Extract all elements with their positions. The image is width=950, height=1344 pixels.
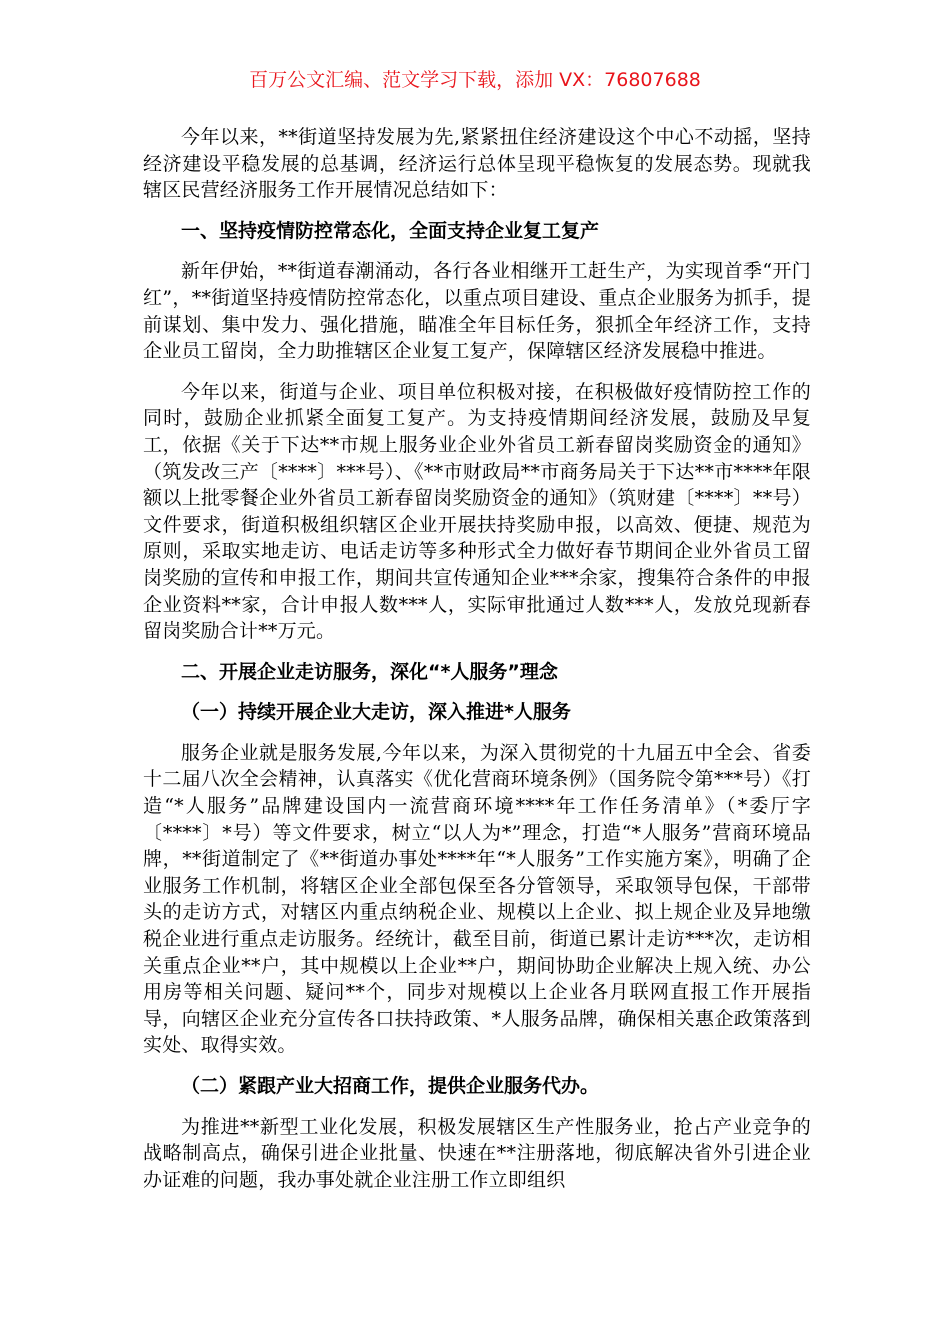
paragraph-reward: 今年以来，街道与企业、项目单位积极对接，在积极做好疫情防控工作的同时，鼓励企业抓紧全面复工复产。为支持疫情期间经济发展，鼓励及早复工，依据《关于下达**市规上服务业企业外省员工新春留岗奖励资金的通知》（筑发改三产〔****〕***号）、《**市财政局**市商务局关于下达**市****年限额以上批零餐企业外省员工新春留岗奖励资金的通知》（筑财建〔****〕**号）文件要求，街道积极组织辖区企业开展扶持奖励申报，以高效、便捷、规范为原则，采取实地走访、电话走访等多种形式全力做好春节期间企业外省员工留岗奖励的宣传和申报工作，期间共宣传通知企业***余家，搜集符合条件的申报企业资料**家，合计申报人数***人，实际审批通过人数***人，发放兑现新春留岗奖励合计**万元。 (143, 380, 811, 643)
section-heading-1: 一、坚持疫情防控常态化，全面支持企业复工复产 (181, 219, 600, 242)
paragraph-intro: 今年以来，**街道坚持发展为先,紧紧扭住经济建设这个中心不动摇，坚持经济建设平稳发展的总基调，经济运行总体呈现平稳恢复的发展态势。现就我辖区民营经济服务工作开展情况总结如下： (143, 126, 811, 202)
subsection-heading-1: （一）持续开展企业大走访，深入推进*人服务 (181, 701, 571, 724)
subsection-heading-2: （二）紧跟产业大招商工作，提供企业服务代办。 (181, 1075, 600, 1097)
paragraph-new-year: 新年伊始，**街道春潮涌动，各行各业相继开工赶生产，为实现首季“开门红”，**街道坚持疫情防控常态化，以重点项目建设、重点企业服务为抓手，提前谋划、集中发力、强化措施，瞄准全年目标任务，狠抓全年经济工作，支持企业员工留岗，全力助推辖区企业复工复产，保障辖区经济发展稳中推进。 (143, 260, 811, 363)
paragraph-service: 服务企业就是服务发展,今年以来，为深入贯彻党的十九届五中全会、省委十二届八次全会精神，认真落实《优化营商环境条例》（国务院令第***号）《打造“*人服务”品牌建设国内一流营商环境****年工作任务清单》（*委厅字〔****〕*号）等文件要求，树立“以人为*”理念，打造“*人服务”营商环境品牌，**街道制定了《**街道办事处****年“*人服务”工作实施方案》，明确了企业服务工作机制，将辖区企业全部包保至各分管领导，采取领导包保，干部带头的走访方式，对辖区内重点纳税企业、规模以上企业、拟上规企业及异地缴税企业进行重点走访服务。经统计，截至目前，街道已累计走访***次，走访相关重点企业**户，其中规模以上企业**户，期间协助企业解决上规入统、办公用房等相关问题、疑问**个，同步对规模以上企业各月联网直报工作开展指导，向辖区企业充分宣传各口扶持政策、*人服务品牌，确保相关惠企政策落到实处、取得实效。 (143, 741, 811, 1057)
paragraph-investment: 为推进**新型工业化发展，积极发展辖区生产性服务业，抢占产业竞争的战略制高点，确保引进企业批量、快速在**注册落地，彻底解决省外引进企业办证难的问题，我办事处就企业注册工作立即组织 (143, 1115, 811, 1191)
section-heading-2: 二、开展企业走访服务，深化“*人服务”理念 (181, 660, 558, 683)
watermark-header: 百万公文汇编、范文学习下载，添加 VX：76807688 (249, 69, 701, 91)
document-body (143, 124, 811, 1207)
